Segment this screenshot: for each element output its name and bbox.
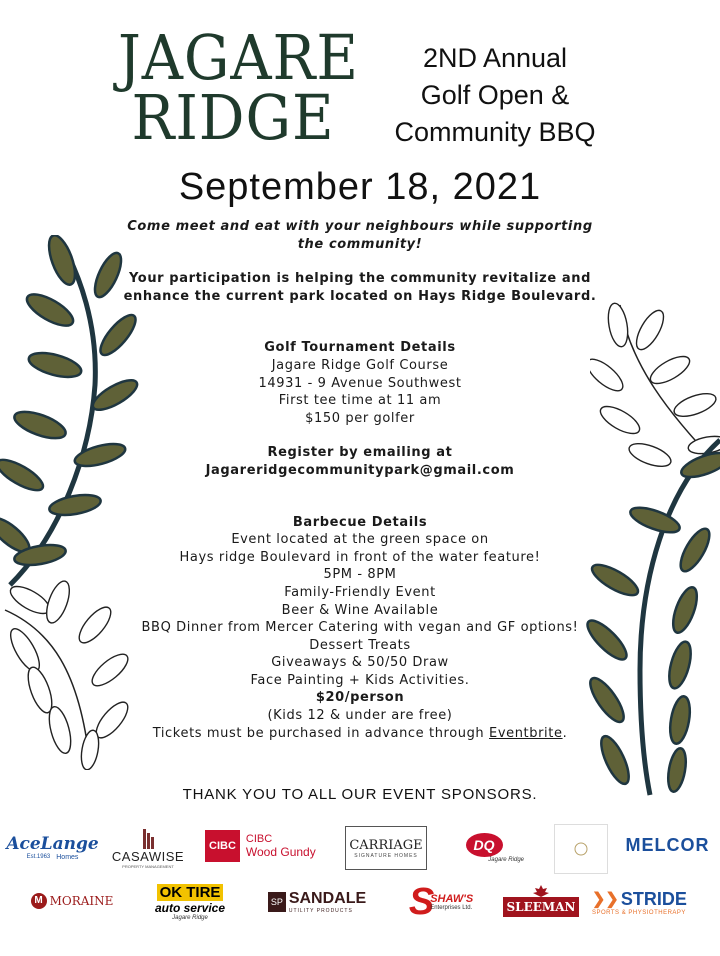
- casawise-sub: PROPERTY MANAGEMENT: [122, 864, 174, 869]
- sponsor-dq-logo: [444, 824, 524, 872]
- bbq-line: Face Painting + Kids Activities.: [250, 672, 470, 688]
- golf-line: First tee time at 11 am: [278, 393, 442, 409]
- golf-line: 14931 - 9 Avenue Southwest: [258, 375, 462, 391]
- oktire-sub: auto service: [154, 900, 226, 915]
- register-email-link[interactable]: Jagareridgecommunitypark@gmail.com: [205, 462, 515, 478]
- shaws-sub: Enterprises Ltd.: [430, 905, 473, 911]
- sandale-name: SANDALE: [288, 890, 367, 907]
- event-title-line-1: 2ND Annual: [422, 43, 568, 73]
- intro-text: Come meet and eat with your neighbours while supporting the community!: [127, 219, 593, 252]
- sponsor-small-logo: [554, 824, 608, 874]
- tickets-prefix: Tickets must be purchased in advance through: [152, 725, 490, 741]
- bbq-line: 5PM - 8PM: [323, 567, 397, 583]
- tickets-line: [120, 725, 600, 743]
- stride-sub: SPORTS & PHYSIOTHERAPY: [592, 909, 686, 916]
- sponsor-sandale-logo: [252, 886, 382, 918]
- carriage-sub: SIGNATURE HOMES: [354, 852, 418, 859]
- acelange-sub: Homes: [56, 853, 79, 861]
- sponsor-casawise-logo: [108, 822, 188, 874]
- moraine-name: MORAINE: [49, 894, 114, 908]
- golf-line: Jagare Ridge Golf Course: [271, 357, 449, 373]
- dq-sub: Jagare Ridge: [488, 857, 524, 863]
- sponsor-moraine-logo: [22, 888, 122, 914]
- bbq-line: Event located at the green space on: [231, 532, 489, 548]
- golf-heading: Golf Tournament Details: [264, 340, 456, 356]
- sandale-sub: UTILITY PRODUCTS: [288, 908, 353, 914]
- casawise-name: CASAWISE: [111, 849, 185, 864]
- sponsor-melcor-logo: [620, 830, 715, 860]
- sponsor-sleeman-logo: [505, 878, 577, 924]
- bbq-line: Giveaways & 50/50 Draw: [271, 655, 449, 671]
- sponsors-thanks: THANK YOU TO ALL OUR EVENT SPONSORS.: [182, 786, 538, 803]
- golf-line: $150 per golfer: [305, 410, 415, 426]
- event-title: [360, 40, 630, 151]
- cibc-mark: CIBC: [205, 830, 240, 862]
- event-details: [120, 218, 600, 742]
- shaws-s-icon: S: [408, 880, 435, 923]
- cibc-name-2: Wood Gundy: [245, 845, 316, 859]
- maple-leaf-icon: [532, 885, 550, 897]
- bbq-line: Beer & Wine Available: [281, 602, 439, 618]
- register-heading: Register by emailing at: [267, 445, 453, 461]
- event-title-line-3: Community BBQ: [394, 117, 596, 147]
- melcor-name: MELCOR: [625, 834, 710, 855]
- acelange-est: Est.1963: [26, 853, 51, 860]
- event-title-line-2: Golf Open &: [420, 80, 570, 110]
- cibc-name-1: CIBC: [245, 833, 273, 845]
- sponsor-carriage-logo: [345, 826, 427, 870]
- event-date: September 18, 2021: [178, 166, 542, 208]
- oktire-sub2: Jagare Ridge: [172, 914, 208, 921]
- sponsor-cibc-logo: [205, 826, 330, 866]
- sponsor-shaws-logo: [398, 880, 484, 924]
- circle-emblem-icon: [573, 841, 589, 857]
- carriage-name: CARRIAGE: [349, 837, 423, 853]
- acelange-name: AceLange: [6, 833, 99, 854]
- sponsor-stride-logo: [592, 886, 710, 918]
- sponsor-acelange-logo: [6, 822, 99, 872]
- bbq-line: Hays ridge Boulevard in front of the water feature!: [179, 549, 541, 565]
- jagare-ridge-logo: [108, 21, 359, 154]
- stride-name: STRIDE: [620, 888, 687, 909]
- logo-line-2: RIDGE: [131, 81, 335, 154]
- sandale-mark: SP: [268, 892, 286, 912]
- logo-line-1: JAGARE: [118, 21, 359, 94]
- sponsor-oktire-logo: [145, 880, 235, 924]
- bbq-heading: Barbecue Details: [292, 514, 428, 530]
- bbq-kids-note: (Kids 12 & under are free): [267, 708, 453, 724]
- participation-text: Your participation is helping the community revitalize and enhance the current park located on Hays Ridge Boulevard.: [123, 271, 597, 304]
- shaws-name: SHAW'S: [430, 893, 474, 905]
- leaf-branch-left-top-icon: [0, 235, 140, 595]
- bbq-price: $20/person: [315, 690, 405, 706]
- casawise-building-icon: [137, 827, 159, 849]
- leaf-branch-left-bottom-icon: [0, 580, 130, 770]
- sleeman-name: SLEEMAN: [503, 897, 580, 917]
- leaf-branch-right-bottom-icon: [585, 430, 720, 800]
- bbq-line: BBQ Dinner from Mercer Catering with vegan and GF options!: [141, 620, 579, 636]
- bbq-line: Dessert Treats: [309, 637, 411, 653]
- dq-mark: DQ: [466, 833, 503, 857]
- tickets-suffix: .: [562, 725, 568, 741]
- oktire-name: OK TIRE: [157, 884, 224, 901]
- stride-chevron-icon: ❯❯: [592, 891, 619, 908]
- eventbrite-link[interactable]: Eventbrite: [489, 725, 563, 741]
- bbq-line: Family-Friendly Event: [284, 584, 436, 600]
- moraine-mark: M: [31, 893, 47, 909]
